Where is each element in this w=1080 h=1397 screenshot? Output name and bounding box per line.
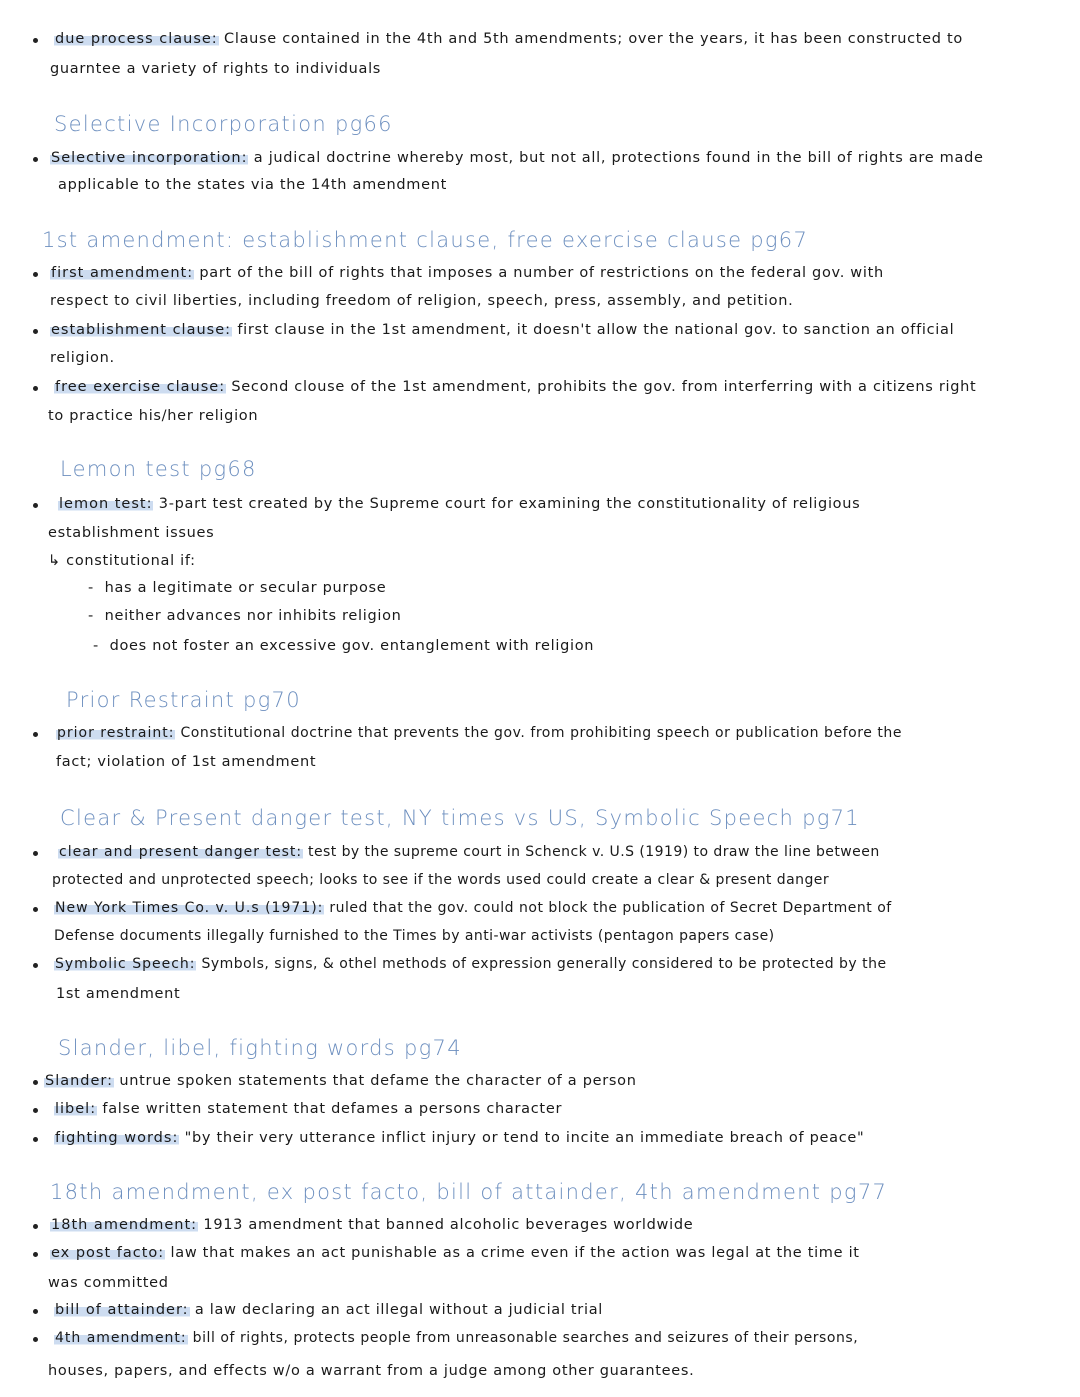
note-text: ruled that the gov. could not block the publication of Secret Department of <box>329 900 892 916</box>
note-line: guarntee a variety of rights to individuals <box>50 61 382 77</box>
note-term: Selective incorporation: <box>51 150 248 166</box>
note-text: false written statement that defames a persons character <box>102 1101 563 1117</box>
note-line <box>54 1328 858 1348</box>
bullet-dot <box>33 963 38 968</box>
bullet-dot <box>33 272 38 277</box>
note-term: free exercise clause: <box>55 379 226 395</box>
note-line <box>54 1099 562 1119</box>
note-term: bill of attainder: <box>55 1302 189 1318</box>
bullet-dot <box>33 907 38 912</box>
note-line <box>50 263 884 283</box>
note-line: applicable to the states via the 14th amendment <box>58 177 448 193</box>
note-term: 4th amendment: <box>55 1330 187 1346</box>
section-heading: Prior Restraint pg70 <box>66 688 301 712</box>
note-line: establishment issues <box>48 525 215 541</box>
note-line <box>50 148 984 168</box>
note-term: New York Times Co. v. U.s (1971): <box>55 900 324 916</box>
note-text: test by the supreme court in Schenck v. U.S (1919) to draw the line between <box>308 844 880 860</box>
note-term: due process clause: <box>55 31 218 47</box>
bullet-dot <box>33 1337 38 1342</box>
note-line: fact; violation of 1st amendment <box>56 754 317 770</box>
section-heading: 18th amendment, ex post facto, bill of attainder, 4th amendment pg77 <box>50 1180 888 1204</box>
note-line <box>54 954 887 974</box>
sub-item-text: does not foster an excessive gov. entanglement with religion <box>109 638 595 654</box>
bullet-dot <box>33 1137 38 1142</box>
note-line: respect to civil liberties, including freedom of religion, speech, press, assembly, and petition. <box>50 293 794 309</box>
note-term: Symbolic Speech: <box>55 956 196 972</box>
bullet-dot <box>33 851 38 856</box>
note-text: untrue spoken statements that defame the character of a person <box>119 1073 637 1089</box>
note-text: part of the bill of rights that imposes a number of restrictions on the federal gov. with <box>199 265 884 281</box>
note-term: ex post facto: <box>51 1245 165 1261</box>
note-text: a law declaring an act illegal without a judicial trial <box>194 1302 604 1318</box>
bullet-dot <box>33 1309 38 1314</box>
note-line <box>54 898 892 918</box>
note-text: a judical doctrine whereby most, but not all, protections found in the bill of rights are made <box>253 150 984 166</box>
section-heading: Clear & Present danger test, NY times vs US, Symbolic Speech pg71 <box>60 806 860 830</box>
sub-item: - neither advances nor inhibits religion <box>88 608 402 624</box>
note-line <box>54 1128 864 1148</box>
sub-item-text: neither advances nor inhibits religion <box>104 608 402 624</box>
note-line <box>54 1300 603 1320</box>
note-text: first clause in the 1st amendment, it doesn't allow the national gov. to sanction an official <box>237 322 955 338</box>
bullet-dot <box>33 1224 38 1229</box>
section-heading: 1st amendment: establishment clause, free exercise clause pg67 <box>42 228 809 252</box>
bullet-dot <box>33 1080 38 1085</box>
note-line: to practice his/her religion <box>48 408 259 424</box>
note-line <box>58 494 860 514</box>
bullet-dot <box>33 1252 38 1257</box>
note-term: lemon test: <box>59 496 153 512</box>
note-line <box>50 1243 860 1263</box>
section-heading: Lemon test pg68 <box>60 457 257 481</box>
bullet-dot <box>33 503 38 508</box>
bullet-dot <box>33 38 38 43</box>
note-line: 1st amendment <box>56 986 181 1002</box>
bullet-dot <box>33 157 38 162</box>
sub-item: - does not foster an excessive gov. entanglement with religion <box>93 638 595 654</box>
note-term: clear and present danger test: <box>59 844 303 860</box>
note-text: "by their very utterance inflict injury or tend to incite an immediate breach of peace" <box>184 1130 865 1146</box>
note-line <box>50 320 954 340</box>
note-line <box>54 29 963 49</box>
section-heading: Slander, libel, fighting words pg74 <box>58 1036 462 1060</box>
note-term: libel: <box>55 1101 97 1117</box>
note-term: first amendment: <box>51 265 194 281</box>
note-text: 3-part test created by the Supreme court for examining the constitutionality of religious <box>158 496 861 512</box>
note-term: establishment clause: <box>51 322 232 338</box>
bullet-dot <box>33 386 38 391</box>
bullet-dot <box>33 1108 38 1113</box>
sub-note: ↳ constitutional if: <box>48 553 196 569</box>
bullet-dot <box>33 732 38 737</box>
section-heading: Selective Incorporation pg66 <box>54 112 393 136</box>
note-line: religion. <box>50 350 115 366</box>
note-term: prior restraint: <box>57 725 175 741</box>
note-line <box>50 1215 693 1235</box>
note-line <box>54 377 976 397</box>
note-term: fighting words: <box>55 1130 179 1146</box>
note-term: Slander: <box>45 1073 114 1089</box>
bullet-dot <box>33 329 38 334</box>
note-line <box>58 842 880 862</box>
note-text: Symbols, signs, & othel methods of expression generally considered to be protected by the <box>201 956 887 972</box>
note-line <box>56 723 902 743</box>
note-line <box>44 1071 637 1091</box>
note-text: Second clouse of the 1st amendment, prohibits the gov. from interferring with a citizens right <box>231 379 977 395</box>
note-text: law that makes an act punishable as a crime even if the action was legal at the time it <box>170 1245 860 1261</box>
note-text: Constitutional doctrine that prevents the gov. from prohibiting speech or publication before the <box>180 725 902 741</box>
note-text: Clause contained in the 4th and 5th amendments; over the years, it has been constructed to <box>224 31 963 47</box>
note-line: protected and unprotected speech; looks to see if the words used could create a clear & present danger <box>52 872 830 888</box>
note-line: was committed <box>48 1275 169 1291</box>
sub-item: - has a legitimate or secular purpose <box>88 580 387 596</box>
note-line: houses, papers, and effects w/o a warrant from a judge among other guarantees. <box>48 1363 695 1379</box>
note-text: bill of rights, protects people from unreasonable searches and seizures of their persons, <box>192 1330 859 1346</box>
note-term: 18th amendment: <box>51 1217 198 1233</box>
note-text: 1913 amendment that banned alcoholic beverages worldwide <box>203 1217 694 1233</box>
sub-item-text: has a legitimate or secular purpose <box>104 580 387 596</box>
note-line: Defense documents illegally furnished to the Times by anti-war activists (pentagon papers case) <box>54 928 775 944</box>
